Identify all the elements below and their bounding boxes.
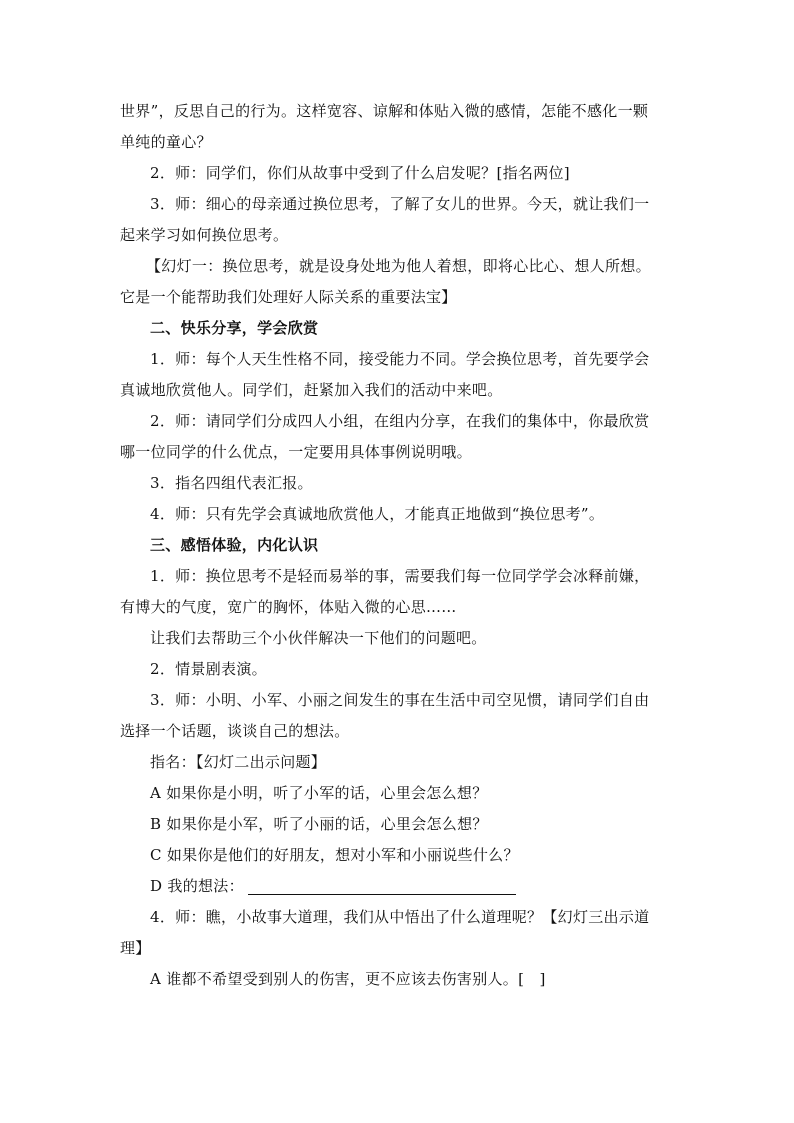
paragraph-line (120, 685, 680, 716)
line-text: A 谁都不希望受到别人的伤害，更不应该去伤害别人。[ ] (150, 970, 546, 988)
line-text: 1．师：换位思考不是轻而易举的事，需要我们每一位同学学会冰释前嫌， (150, 567, 650, 585)
line-text: 2．师：请同学们分成四人小组，在组内分享，在我们的集体中，你最欣赏 (150, 412, 650, 430)
line-text: A 如果你是小明，听了小军的话，心里会怎么想？ (150, 784, 488, 802)
line-text: 3．师：小明、小军、小丽之间发生的事在生活中司空见惯，请同学们自由 (150, 691, 650, 709)
line-text: 2．师：同学们，你们从故事中受到了什么启发呢？[指名两位] (150, 164, 570, 182)
line-text: 二、快乐分享，学会欣赏 (150, 319, 319, 337)
paragraph-line (120, 623, 680, 654)
section-heading (120, 313, 680, 344)
line-text: 4．师：瞧，小故事大道理，我们从中悟出了什么道理呢？【幻灯三出示道 (150, 908, 650, 926)
line-text: 世界”，反思自己的行为。这样宽容、谅解和体贴入微的感情，怎能不感化一颗 (120, 102, 649, 120)
paragraph-line (120, 375, 680, 406)
line-text: D 我的想法： (150, 877, 244, 895)
paragraph-line (120, 592, 680, 623)
paragraph-line (120, 189, 680, 220)
paragraph-line (120, 437, 680, 468)
paragraph-line (120, 344, 680, 375)
paragraph-line (120, 468, 680, 499)
paragraph-line (120, 871, 680, 902)
slide-note-line (120, 251, 680, 282)
line-text: 3．师：细心的母亲通过换位思考，了解了女儿的世界。今天，就让我们一 (150, 195, 650, 213)
paragraph-line (120, 220, 680, 251)
line-text: 1．师：每个人天生性格不同，接受能力不同。学会换位思考，首先要学会 (150, 350, 650, 368)
section-heading (120, 530, 680, 561)
line-text: 哪一位同学的什么优点，一定要用具体事例说明哦。 (120, 443, 472, 461)
paragraph-line (120, 561, 680, 592)
line-text: 【幻灯一：换位思考，就是设身处地为他人着想，即将心比心、想人所想。 (146, 257, 651, 275)
paragraph-line (120, 809, 680, 840)
line-text: 选择一个话题，谈谈自己的想法。 (120, 722, 350, 740)
paragraph-line (120, 654, 680, 685)
paragraph-line (120, 282, 680, 313)
paragraph-line (120, 964, 680, 995)
line-text: 理】 (120, 939, 151, 957)
document-page (120, 96, 680, 995)
line-text: B 如果你是小军，听了小丽的话，心里会怎么想？ (150, 815, 488, 833)
paragraph-line (120, 158, 680, 189)
answer-blank[interactable] (248, 876, 516, 895)
line-text: 2．情景剧表演。 (150, 660, 267, 678)
paragraph-line (120, 933, 680, 964)
line-text: C 如果你是他们的好朋友，想对小军和小丽说些什么？ (150, 846, 519, 864)
line-text: 三、感悟体验，内化认识 (150, 536, 319, 554)
paragraph-line (120, 716, 680, 747)
paragraph-line (120, 499, 680, 530)
line-text: 3．指名四组代表汇报。 (150, 474, 313, 492)
line-text: 4．师：只有先学会真诚地欣赏他人，才能真正地做到“换位思考”。 (150, 505, 605, 523)
paragraph-line (120, 127, 680, 158)
line-text: 真诚地欣赏他人。同学们，赶紧加入我们的活动中来吧。 (120, 381, 503, 399)
paragraph-line (120, 747, 680, 778)
paragraph-line (120, 406, 680, 437)
paragraph-line (120, 778, 680, 809)
paragraph-line (120, 96, 680, 127)
paragraph-line (120, 902, 680, 933)
line-text: 让我们去帮助三个小伙伴解决一下他们的问题吧。 (150, 629, 487, 647)
line-text: 它是一个能帮助我们处理好人际关系的重要法宝】 (120, 288, 457, 306)
line-text: 有博大的气度，宽广的胸怀，体贴入微的心思…… (120, 598, 457, 616)
paragraph-line (120, 840, 680, 871)
line-text: 起来学习如何换位思考。 (120, 226, 289, 244)
line-text: 指名：【幻灯二出示问题】 (150, 753, 327, 771)
line-text: 单纯的童心？ (120, 133, 212, 151)
